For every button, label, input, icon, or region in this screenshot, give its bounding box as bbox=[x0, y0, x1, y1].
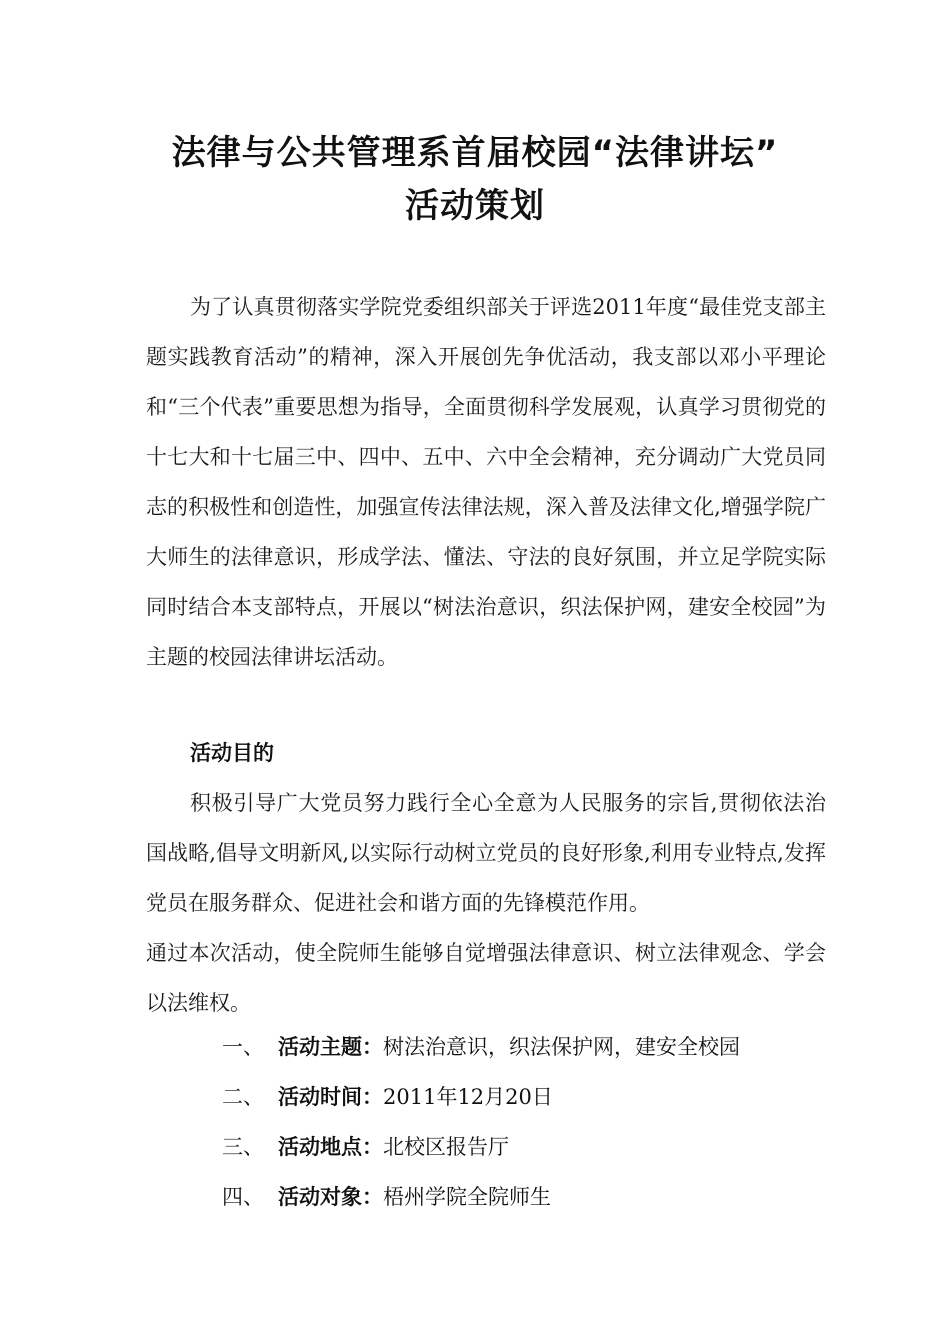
item-value: 树法治意识，织法保护网，建安全校园 bbox=[383, 1035, 740, 1059]
purpose-paragraph-2: 通过本次活动，使全院师生能够自觉增强法律意识、树立法律观念、学会以法维权。 bbox=[146, 941, 826, 1015]
item-label: 活动地点： bbox=[278, 1135, 383, 1159]
item-number: 四、 bbox=[222, 1185, 264, 1209]
purpose-paragraph: 积极引导广大党员努力践行全心全意为人民服务的宗旨,贯彻依法治国战略,倡导文明新风,以实际行动树立党员的良好形象,利用专业特点,发挥党员在服务群众、促进社会和谐方面的先锋模范作用。 bbox=[146, 791, 826, 915]
item-number: 二、 bbox=[222, 1085, 264, 1109]
item-number: 三、 bbox=[222, 1135, 264, 1159]
list-item-audience bbox=[222, 1172, 862, 1222]
list-item-location bbox=[222, 1122, 862, 1172]
item-value: 2011年12月20日 bbox=[383, 1085, 553, 1109]
item-label: 活动对象： bbox=[278, 1185, 383, 1209]
purpose-section bbox=[146, 778, 826, 1028]
activity-details-list bbox=[222, 1022, 862, 1222]
intro-section bbox=[146, 282, 826, 682]
item-label: 活动时间： bbox=[278, 1085, 383, 1109]
list-item-time bbox=[222, 1072, 862, 1122]
item-label: 活动主题： bbox=[278, 1035, 383, 1059]
document-title-line2: 活动策划 bbox=[405, 186, 545, 226]
document-title-line1: 法律与公共管理系首届校园“法律讲坛” bbox=[171, 133, 779, 173]
intro-paragraph: 为了认真贯彻落实学院党委组织部关于评选2011年度“最佳党支部主题实践教育活动”的精神，深入开展创先争优活动，我支部以邓小平理论和“三个代表”重要思想为指导，全面贯彻科学发展观，认真学习贯彻党的十七大和十七届三中、四中、五中、六中全会精神，充分调动广大党员同志的积极性和创造性，加强宣传法律法规，深入普及法律文化,增强学院广大师生的法律意识，形成学法、懂法、守法的良好氛围，并立足学院实际同时结合本支部特点，开展以“树法治意识，织法保护网，建安全校园”为主题的校园法律讲坛活动。 bbox=[146, 295, 826, 669]
purpose-heading: 活动目的 bbox=[190, 741, 274, 765]
item-value: 北校区报告厅 bbox=[383, 1135, 509, 1159]
list-item-theme bbox=[222, 1022, 862, 1072]
item-number: 一、 bbox=[222, 1035, 264, 1059]
item-value: 梧州学院全院师生 bbox=[383, 1185, 551, 1209]
